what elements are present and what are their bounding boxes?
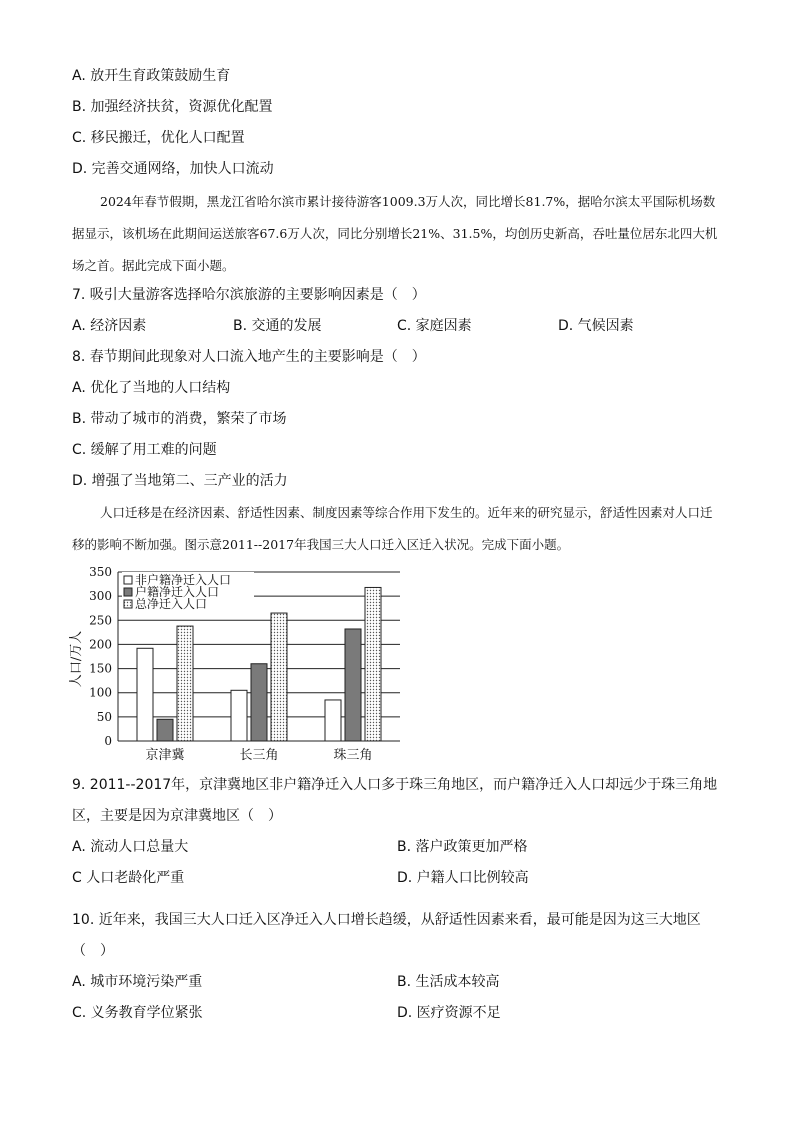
q7-option-d: D. 气候因素 [558,318,634,334]
q10-option-c: C. 义务教育学位紧张 [72,1005,203,1021]
x-category-label-1: 长三角 [239,748,279,763]
q9-option-c: C 人口老龄化严重 [72,870,185,886]
q6-option-d: D. 完善交通网络，加快人口流动 [72,161,274,177]
q10-option-a: A. 城市环境污染严重 [72,974,203,990]
y-tick-label-100: 100 [89,685,112,700]
x-category-label-0: 京津冀 [145,748,185,763]
q9-option-a: A. 流动人口总量大 [72,839,189,855]
bar-2-1 [345,629,361,741]
bar-2-0 [325,700,341,741]
legend-label-0: 非户籍净迁入人口 [135,573,232,587]
q8-option-c: C. 缓解了用工难的问题 [72,442,217,458]
q9-option-d: D. 户籍人口比例较高 [397,870,529,886]
chart-ylabel: 人口/万人 [69,630,84,688]
q8-stem: 8. 春节期间此现象对人口流入地产生的主要影响是（ ） [72,349,426,365]
y-tick-label-150: 150 [89,661,112,676]
q7-option-c: C. 家庭因素 [397,318,472,334]
bar-1-0 [231,690,247,741]
y-tick-label-250: 250 [89,613,112,628]
q6-option-b: B. 加强经济扶贫，资源优化配置 [72,99,273,115]
bar-1-1 [251,664,267,741]
legend-swatch-0 [124,576,132,584]
passage-migration: 人口迁移是在经济因素、舒适性因素、制度因素等综合作用下发生的。近年来的研究显示，舒适性因素对人口迁移的影响不断加强。图示意2011--2017年我国三大人口迁入区迁入状况。完成下面小题。 [72,505,713,552]
bar-0-2 [177,626,193,741]
bar-0-1 [157,719,173,741]
q8-option-b: B. 带动了城市的消费，繁荣了市场 [72,411,287,427]
q9-stem-line2: 区，主要是因为京津冀地区（ ） [72,808,282,824]
q9-stem-line1: 9. 2011--2017年，京津冀地区非户籍净迁入人口多于珠三角地区，而户籍净迁入人口却远少于珠三角地 [72,777,718,793]
y-tick-label-300: 300 [89,589,112,604]
q6-option-a: A. 放开生育政策鼓励生育 [72,68,231,84]
chart-legend [122,572,254,616]
y-tick-label-350: 350 [89,565,112,579]
q7-stem: 7. 吸引大量游客选择哈尔滨旅游的主要影响因素是（ ） [72,287,426,303]
legend-swatch-2 [124,600,132,608]
legend-swatch-1 [124,588,132,596]
legend-label-1: 户籍净迁入人口 [135,585,220,599]
y-tick-label-0: 0 [104,734,112,748]
x-category-label-2: 珠三角 [333,748,373,763]
q10-stem-line2: （ ） [72,943,114,959]
q7-option-b: B. 交通的发展 [233,318,322,334]
y-tick-label-50: 50 [96,709,112,724]
q10-option-b: B. 生活成本较高 [397,974,500,990]
q7-option-a: A. 经济因素 [72,318,147,334]
q8-option-a: A. 优化了当地的人口结构 [72,380,231,396]
legend-label-2: 总净迁入人口 [135,597,208,611]
bar-1-2 [271,613,287,741]
bar-2-2 [365,587,381,741]
q6-option-c: C. 移民搬迁，优化人口配置 [72,130,245,146]
q10-option-d: D. 医疗资源不足 [397,1005,501,1021]
y-tick-label-200: 200 [89,637,112,652]
passage-harbin: 2024年春节假期，黑龙江省哈尔滨市累计接待游客1009.3万人次，同比增长81.7%，据哈尔滨太平国际机场数据显示，该机场在此期间运送旅客67.6万人次，同比分别增长21%、31.5%，均创历史新高，吞吐量位居东北四大机场之首。据此完成下面小题。 [72,194,718,273]
q9-option-b: B. 落户政策更加严格 [397,839,528,855]
migration-bar-chart [60,562,410,770]
q10-stem-line1: 10. 近年来，我国三大人口迁入区净迁入人口增长趋缓，从舒适性因素来看，最可能是因为这三大地区 [72,912,701,928]
bar-0-0 [137,648,153,741]
q8-option-d: D. 增强了当地第二、三产业的活力 [72,473,288,489]
